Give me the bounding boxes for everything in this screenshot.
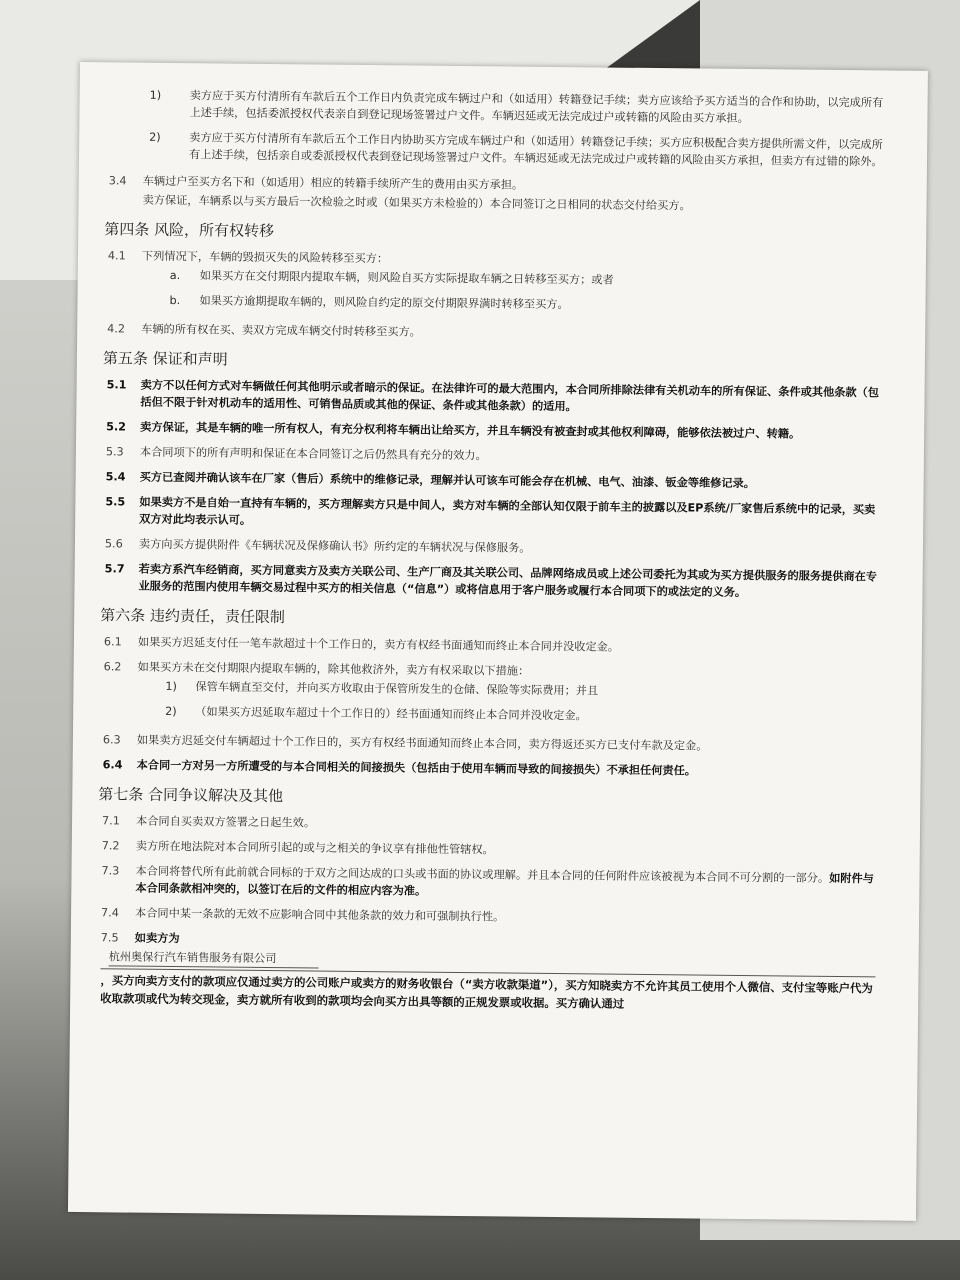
- clause-7-4: [101, 904, 876, 929]
- clause-5-7: [104, 560, 879, 602]
- contract-content: [100, 84, 885, 1015]
- item-text: （如果买方迟延取车超过十个工作日的）经书面通知而终止本合同并没收定金。: [195, 705, 587, 723]
- contract-page: [68, 62, 928, 1221]
- clause-number: 6.2: [103, 660, 122, 674]
- clause-text: [135, 863, 876, 905]
- clause-text: 卖方不以任何方式对车辆做任何其他明示或者暗示的保证。在法律许可的最大范围内，本合同所排除法律有关机动车的所有保证、条件或其他条款（包括但不限于针对机动车的适用性、可销售品质或其他的保证、条件或其他条款）的适用。: [140, 378, 880, 414]
- clause-text: 若卖方系汽车经销商，买方同意卖方及卖方关联公司、生产厂商及其关联公司、品牌网络成员或上述公司委托为其或为买方提供服务的服务提供商在专业服务的范围内使用车辆交易过程中买方的相关信息（“信息”）或将信息用于客户服务或履行本合同项下的或法定的义务。: [138, 562, 878, 600]
- clause-3-4-continuation: 卖方保证，车辆系以与买方最后一次检验之时或（如果买方未检验的）本合同签订之日相同的状态交付给买方。: [142, 193, 691, 213]
- clause-4-2: [107, 320, 882, 345]
- clause-number: 7.1: [101, 814, 120, 828]
- clause-5-4: [106, 468, 881, 493]
- clause-6-1: [104, 633, 879, 658]
- clause-text: 车辆过户至买方名下和（如适用）相应的转籍手续所产生的费用由买方承担。: [142, 174, 524, 192]
- clause-text-part: 本合同将替代所有此前就合同标的于双方之间达成的口头或书面的协议或理解。并且本合同的任何附件应该被视为本合同不可分割的一部分。: [135, 864, 830, 885]
- clause-number: 5.3: [105, 445, 124, 459]
- clause-3-3-item-2: [149, 129, 884, 171]
- clause-text: 卖方所在地法院对本合同所引起的或与之相关的争议享有排他性管辖权。: [135, 839, 494, 857]
- clause-7-1: [102, 812, 877, 837]
- payment-terms-text: ，买方向卖方支付的款项应仅通过卖方的公司账户或卖方的财务收银台（“卖方收款渠道”），买方知晓卖方不允许其员工使用个人微信、支付宝等账户代为收取款项或代为转交现金，卖方就所有收到的款项均会向买方出具等额的正规发票或收据。买方确认通过: [100, 968, 875, 1015]
- clause-number: 7.3: [101, 864, 120, 878]
- item-number: 1): [165, 679, 178, 694]
- clause-number: 5.7: [104, 562, 125, 576]
- clause-6-3: [103, 731, 878, 756]
- clause-number: 3.4: [108, 174, 127, 188]
- clause-6-2-item-2: [165, 703, 878, 727]
- clause-5-3: [106, 443, 881, 468]
- clause-text: 买方已查阅并确认该车在厂家（售后）系统中的维修记录，理解并认可该车可能会存在机械、电气、油漆、钣金等维修记录。: [139, 470, 756, 491]
- clause-number: 5.1: [106, 378, 127, 392]
- clause-number: 6.1: [103, 635, 122, 649]
- clause-text: 本合同中某一条款的无效不应影响合同中其他条款的效力和可强制执行性。: [135, 906, 505, 924]
- clause-number: 6.4: [102, 758, 123, 772]
- item-number: a.: [169, 268, 181, 283]
- clause-5-6: [105, 535, 880, 560]
- clause-text: 卖方向买方提供附件《车辆状况及保修确认书》所约定的车辆状况与保修服务。: [138, 537, 531, 555]
- clause-text: 下列情况下，车辆的毁损灭失的风险转移至买方：: [141, 249, 389, 266]
- item-number: 2): [149, 130, 161, 144]
- clause-text: 本合同自买卖双方签署之日起生效。: [135, 814, 316, 830]
- section-heading-5: 第五条 保证和声明: [102, 349, 228, 369]
- item-text: 保管车辆直至交付，并向买方收取由于保管所发生的仓储、保险等实际费用；并且: [195, 680, 599, 698]
- item-text: 卖方应于买方付清所有车款后五个工作日内协助买方完成车辆过户和（如适用）转籍登记手续；买方应积极配合卖方提供所需文件，以完成所有上述手续，包括亲自或委派授权代表到登记现场签署过户文件。车辆迟延或无法完成过户或转籍的风险由买方承担，但卖方有过错的除外。: [188, 131, 883, 169]
- clause-text: 如卖方为: [134, 931, 180, 946]
- clause-6-4: [103, 756, 878, 781]
- clause-text: 卖方保证，其是车辆的唯一所有权人，有充分权利将车辆出让给买方，并且车辆没有被查封或其他权利障碍，能够依法被过户、转籍。: [140, 420, 801, 441]
- clause-number: 7.4: [101, 906, 119, 920]
- clause-number: 5.5: [105, 495, 126, 509]
- item-text: 卖方应于买方付清所有车款后五个工作日内负责完成车辆过户和（如适用）转籍登记手续；卖方应该给予买方适当的合作和协助，以完成所有上述手续，包括委派授权代表亲自到登记现场签署过户文件。车辆迟延或无法完成过户或转籍的风险由买方承担。: [189, 89, 884, 126]
- clause-3-3-item-1: [149, 87, 884, 129]
- seller-company-name: 杭州奥保行汽车销售服务有限公司: [109, 948, 319, 968]
- clause-text: 如果卖方不是自始一直持有车辆的，买方理解卖方只是中间人，卖方对车辆的全部认知仅限于前车主的披露以及EP系统/厂家售后系统中的记录，买卖双方对此均表示认可。: [139, 495, 876, 527]
- item-number: 2): [165, 704, 177, 719]
- clause-number: 5.2: [106, 420, 127, 434]
- clause-text: 如果买方迟延支付任一笔车款超过十个工作日的，卖方有权经书面通知而终止本合同并没收定金。: [137, 635, 620, 654]
- clause-5-1: [106, 376, 881, 418]
- clause-5-5: [105, 493, 880, 535]
- clause-7-2: [102, 837, 877, 862]
- clause-number: 5.4: [105, 470, 126, 484]
- section-heading-6: 第六条 违约责任，责任限制: [100, 606, 286, 627]
- item-number: 1): [149, 88, 162, 102]
- clause-number: 5.6: [104, 537, 123, 551]
- clause-number: 4.2: [107, 322, 126, 336]
- section-heading-7: 第七条 合同争议解决及其他: [98, 785, 284, 806]
- clause-text: 如果卖方迟延交付车辆超过十个工作日的，买方有权经书面通知而终止本合同，卖方得返还买方已支付车款及定金。: [136, 733, 708, 753]
- clause-text-bold-part: 如附件与本合同条款相冲突的，以签订在后的文件的相应内容为准。: [135, 871, 874, 898]
- clause-text: 车辆的所有权在买、卖双方完成车辆交付时转移至买方。: [141, 322, 421, 339]
- clause-text: 本合同一方对另一方所遭受的与本合同相关的间接损失（包括由于使用车辆而导致的间接损失）不承担任何责任。: [136, 758, 697, 778]
- item-text: 如果买方逾期提取车辆的，则风险自约定的原交付期限界满时转移至买方。: [199, 294, 569, 312]
- clause-number: 6.3: [102, 733, 121, 747]
- item-text: 如果买方在交付期限内提取车辆，则风险自买方实际提取车辆之日转移至买方；或者: [199, 269, 614, 287]
- item-number: b.: [169, 293, 181, 308]
- clause-text: 如果买方未在交付期限内提取车辆的，除其他救济外，卖方有权采取以下措施：: [137, 660, 530, 678]
- clause-text: 本合同项下的所有声明和保证在本合同签订之后仍然具有充分的效力。: [139, 445, 487, 463]
- clause-5-2: [106, 418, 881, 443]
- clause-7-3: [101, 862, 876, 904]
- section-heading-4: 第四条 风险，所有权转移: [104, 220, 275, 241]
- clause-number: 7.2: [101, 839, 120, 853]
- clause-number: 7.5: [100, 931, 119, 945]
- clause-number: 4.1: [107, 249, 126, 263]
- clause-4-1-b: [169, 292, 882, 316]
